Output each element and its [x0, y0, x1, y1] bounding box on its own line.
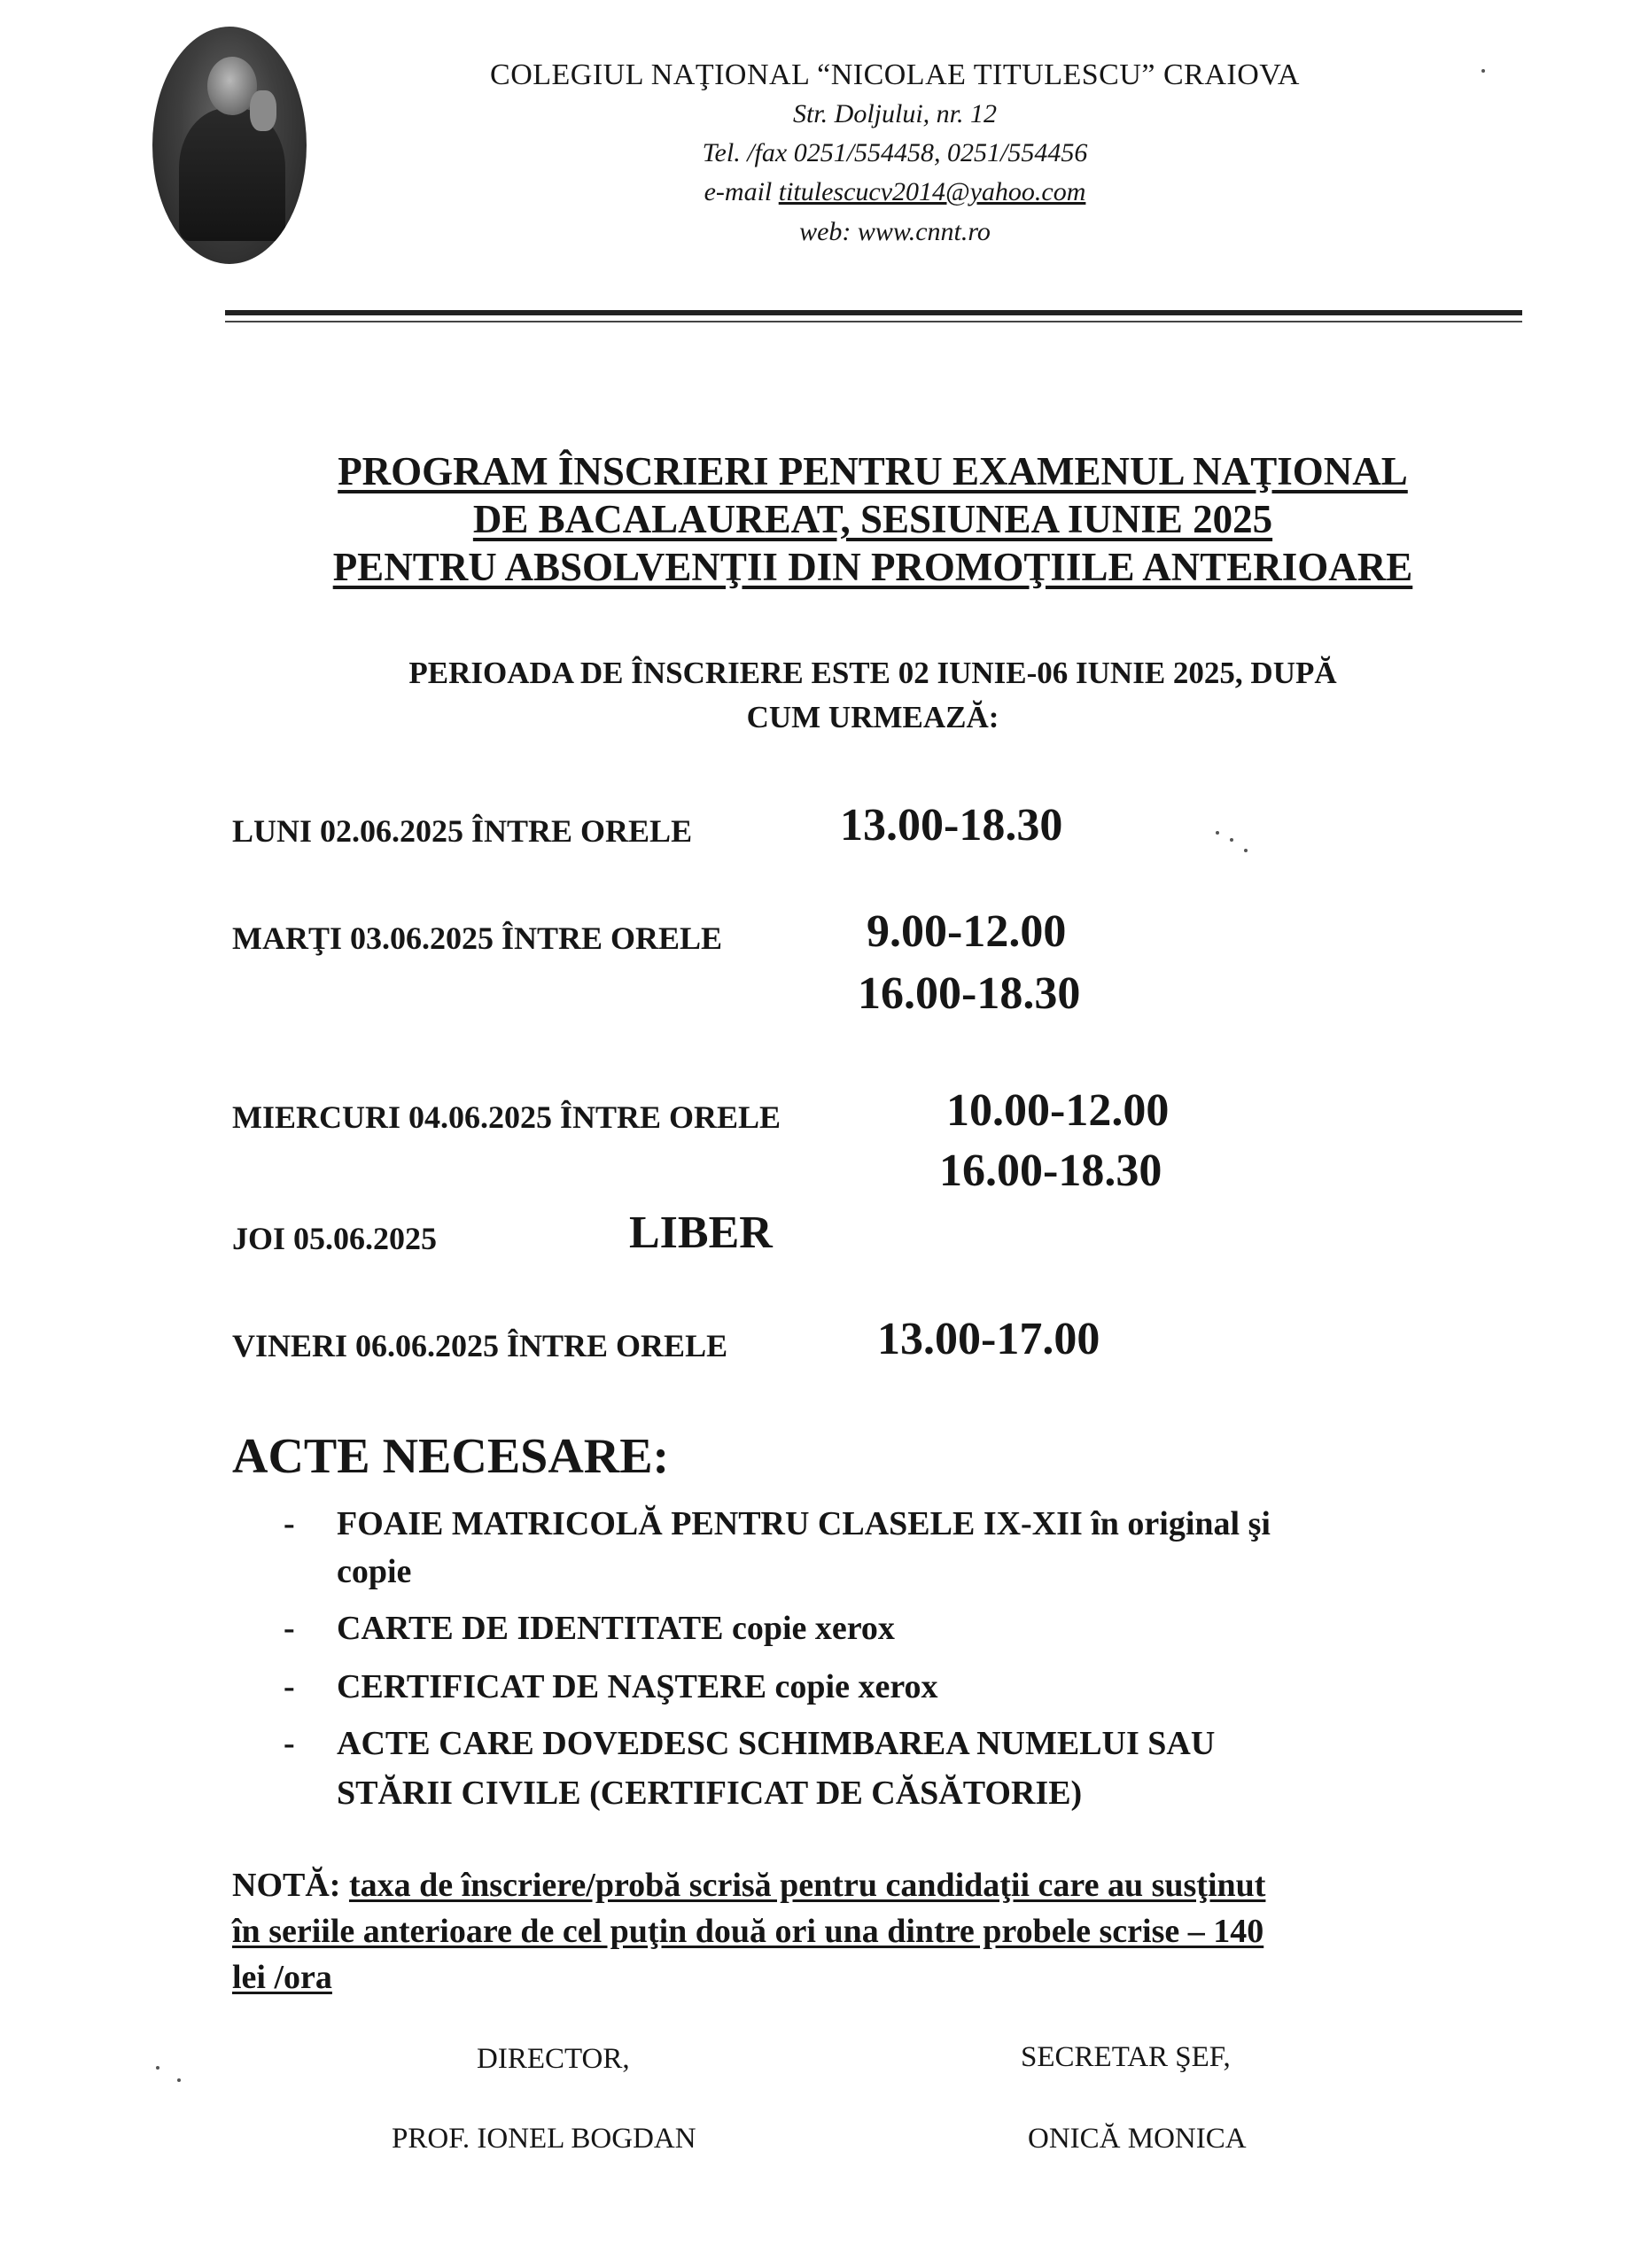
page-title-line-1: PROGRAM ÎNSCRIERI PENTRU EXAMENUL NAŢIONAL [338, 449, 1408, 493]
period-line-2: CUM URMEAZĂ: [746, 700, 999, 734]
note-text-3: lei /ora [232, 1959, 332, 1996]
page-title-line-2: DE BACALAUREAT, SESIUNEA IUNIE 2025 [472, 497, 1273, 541]
schedule-time-wednesday-2: 16.00-18.30 [939, 1146, 1162, 1196]
document-item-4-line-1: ACTE CARE DOVEDESC SCHIMBAREA NUMELUI SAU [337, 1725, 1216, 1762]
note-line-1 [232, 1866, 1265, 1905]
note-label: NOTĂ: [232, 1867, 341, 1904]
documents-heading: ACTE NECESARE: [232, 1429, 670, 1484]
school-name: COLEGIUL NAŢIONAL “NICOLAE TITULESCU” CRAIOVA [490, 58, 1300, 91]
schedule-day-friday: VINERI 06.06.2025 ÎNTRE ORELE [232, 1328, 728, 1363]
schedule-time-tuesday-1: 9.00-12.00 [867, 906, 1067, 957]
scan-speck [1216, 831, 1219, 835]
note-text-1: taxa de înscriere/probă scrisă pentru candidaţii care au susţinut [348, 1867, 1266, 1904]
schedule-liber: LIBER [629, 1208, 773, 1258]
header-divider [225, 310, 1522, 315]
note-text-2: în seriile anterioare de cel puţin două ori una dintre probele scrise – 140 [232, 1913, 1264, 1950]
document-item-4-line-2: STĂRII CIVILE (CERTIFICAT DE CĂSĂTORIE) [337, 1775, 1083, 1812]
school-web[interactable]: web: www.cnnt.ro [799, 217, 991, 246]
portrait-hand [250, 90, 276, 131]
school-street: Str. Doljului, nr. 12 [792, 99, 998, 128]
document-item-1-line-2: copie [337, 1553, 412, 1590]
schedule-day-monday: LUNI 02.06.2025 ÎNTRE ORELE [232, 813, 693, 849]
schedule-day-thursday: JOI 05.06.2025 [232, 1221, 438, 1256]
list-bullet: - [284, 1725, 295, 1762]
schedule-day-tuesday: MARŢI 03.06.2025 ÎNTRE ORELE [232, 920, 723, 956]
list-bullet: - [284, 1505, 295, 1542]
school-email-line [337, 177, 1453, 207]
email-link[interactable]: titulescucv2014@yahoo.com [778, 177, 1086, 206]
list-bullet: - [284, 1610, 295, 1647]
scan-speck [177, 2078, 181, 2082]
header-divider-thin [225, 321, 1522, 322]
schedule-time-monday: 13.00-18.30 [840, 800, 1063, 850]
scan-speck [156, 2066, 159, 2070]
scan-speck [1481, 69, 1485, 73]
document-item-3: CERTIFICAT DE NAŞTERE copie xerox [337, 1668, 938, 1705]
school-phone: Tel. /fax 0251/554458, 0251/554456 [702, 138, 1088, 167]
page-title-line-3: PENTRU ABSOLVENŢII DIN PROMOŢIILE ANTERIOARE [332, 545, 1413, 589]
director-role: DIRECTOR, [477, 2043, 630, 2075]
scan-speck [1244, 849, 1248, 852]
document-item-1-line-1: FOAIE MATRICOLĂ PENTRU CLASELE IX-XII în original şi [337, 1505, 1271, 1542]
schedule-time-wednesday-1: 10.00-12.00 [946, 1085, 1170, 1136]
document-item-2: CARTE DE IDENTITATE copie xerox [337, 1610, 895, 1647]
scan-speck [1230, 838, 1233, 842]
list-bullet: - [284, 1668, 295, 1705]
secretary-name: ONICĂ MONICA [1028, 2123, 1247, 2155]
schedule-time-friday: 13.00-17.00 [877, 1314, 1100, 1364]
secretary-role: SECRETAR ŞEF, [1021, 2041, 1231, 2073]
note-line-2 [232, 1912, 1263, 1951]
period-line-1: PERIOADA DE ÎNSCRIERE ESTE 02 IUNIE-06 IUNIE 2025, DUPĂ [408, 656, 1337, 690]
director-name: PROF. IONEL BOGDAN [392, 2123, 696, 2155]
schedule-day-wednesday: MIERCURI 04.06.2025 ÎNTRE ORELE [232, 1099, 781, 1135]
school-portrait-logo [152, 27, 307, 264]
email-label: e-mail [704, 177, 773, 206]
note-line-3 [232, 1958, 332, 1997]
schedule-time-tuesday-2: 16.00-18.30 [858, 968, 1081, 1019]
